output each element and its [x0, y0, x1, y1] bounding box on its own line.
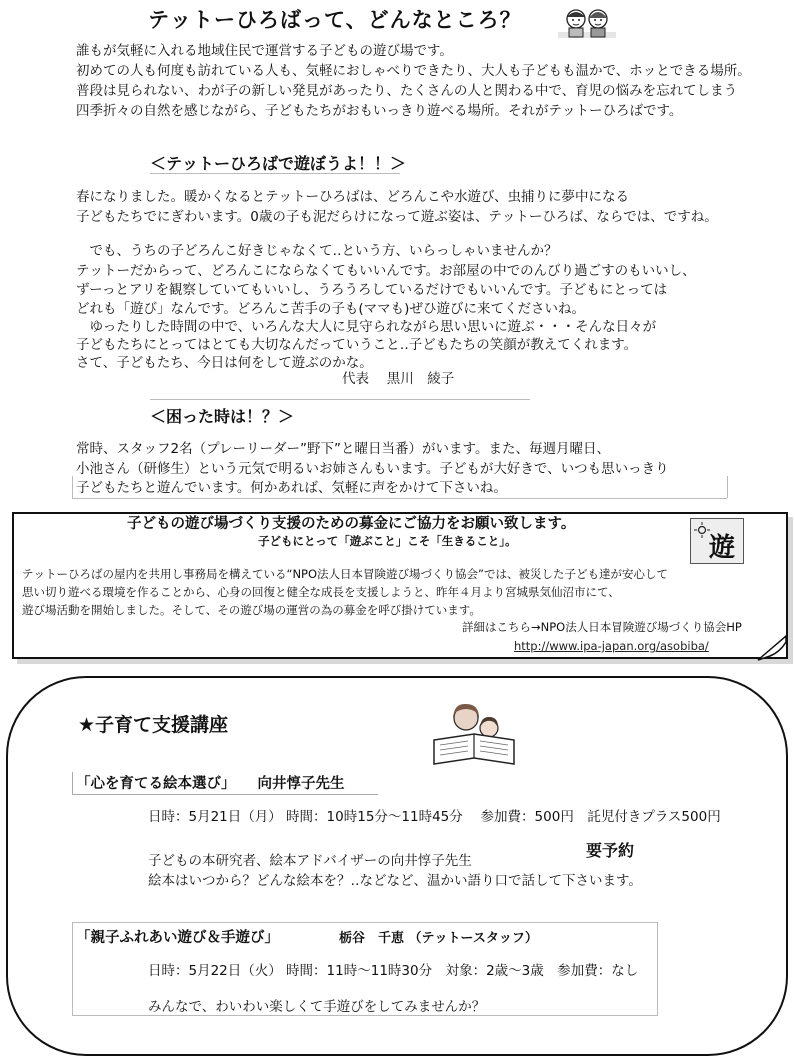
signature: 代表 黒川 綾子	[342, 371, 455, 387]
page-title: テットーひろばって、どんなところ？	[148, 8, 522, 32]
play-line-4: テットーだからって、どろんこにならなくてもいいんです。お部屋の中でのんびり過ごすのもいいし、	[76, 263, 696, 279]
trouble-section-heading: ＜困った時は！？＞	[150, 407, 295, 426]
donation-line-2: 思い切り遊べる環境を作ることから、心身の回復と健全な成長を支援しようと、昨年４月より宮城県気仙沼市にて、	[22, 585, 620, 599]
course2-name: 「親子ふれあい遊び＆手遊び」	[76, 930, 279, 946]
play-line-8: 子どもたちにとってはとても大切なんだっていうこと‥子どもたちの笑顔が教えてくれます。	[76, 337, 638, 353]
trouble-line-2: 小池さん（研修生）という元気で明るいお姉さんもいます。子どもが大好きで、いつも思いっきり	[76, 461, 669, 477]
intro-line-2: 初めての人も何度も訪れている人も、気軽におしゃべりできたり、大人も子どもも温かで、ホッとできる場所。	[76, 63, 751, 79]
play-line-6: どれも「遊び」なんです。どろんこ苦手の子も(ママも)ぜひ遊びに来てくださいね。	[76, 301, 585, 317]
trouble-line-1: 常時、スタッフ2名（プレーリーダー”野下”と曜日当番）がいます。また、毎週月曜日、	[76, 441, 610, 457]
logo-text: 遊	[709, 533, 736, 563]
course2-schedule: 日時：5月22日（火） 時間：11時～11時30分 対象：2歳～3歳 参加費：なし	[148, 963, 639, 979]
donation-title-bold: 子どもの遊び場づくり支援のための募金	[127, 516, 388, 532]
course2-teacher: 栃谷 千恵 （テットースタッフ）	[339, 931, 538, 946]
play-line-7: ゆったりした時間の中で、いろんな大人に見守られながら思い思いに遊ぶ・・・そんな日々が	[76, 319, 657, 335]
play-line-2: 子どもたちでにぎわいます。0歳の子も泥だらけになって遊ぶ姿は、テットーひろば、ならでは、ですね。	[76, 209, 718, 225]
course1-teacher: 向井惇子先生	[257, 776, 345, 792]
sun-icon	[694, 522, 710, 538]
course1-header	[76, 772, 345, 793]
donation-line-3: 遊び場活動を開始しました。そして、その遊び場の運営の為の募金を呼び掛けています。	[22, 603, 481, 617]
play-section-heading: ＜テットーひろばで遊ぼうよ！！＞	[150, 154, 407, 173]
course1-schedule: 日時：5月21日（月） 時間：10時15分～11時45分 参加費：500円 託児付きプラス500円	[148, 809, 721, 825]
play-line-5: ずーっとアリを観察していてもいいし、うろうろしているだけでもいいんです。子どもにとっては	[76, 282, 668, 298]
course1-name: 「心を育てる絵本選び」	[76, 776, 236, 792]
course1-desc-1: 子どもの本研究者、絵本アドバイザーの向井惇子先生	[148, 853, 472, 869]
donation-title-rest: にご協力をお願い致します。	[388, 516, 576, 532]
intro-line-3: 普段は見られない、わが子の新しい発見があったり、たくさんの人と関わる中で、育児の悩みを忘れてしまう	[76, 83, 738, 99]
donation-line-1: テットーひろばの屋内を共用し事務局を構えている“NPO法人日本冒険遊び場づくり協会”では、被災した子ども達が安心して	[22, 567, 668, 581]
course2-header	[76, 926, 538, 947]
page-curl-icon	[756, 634, 790, 664]
course1-desc-2: 絵本はいつから？どんな絵本を？‥などなど、温かい語り口で話して下さいます。	[148, 873, 642, 889]
course2-desc: みんなで、わいわい楽しくて手遊びをしてみませんか？	[148, 999, 486, 1015]
mother-child-reading-illustration	[426, 700, 522, 766]
play-line-9: さて、子どもたち、今日は何をして遊ぶのかな。	[76, 355, 373, 371]
workshop-title: ★子育て支援講座	[78, 714, 229, 736]
donation-url-link[interactable]: http://www.ipa-japan.org/asobiba/	[514, 639, 709, 653]
trouble-line-3: 子どもたちと遊んでいます。何かあれば、気軽に声をかけて下さいね。	[76, 480, 507, 496]
play-line-3: でも、うちの子どろんこ好きじゃなくて‥という方、いらっしゃいませんか？	[76, 243, 558, 259]
intro-line-1: 誰もが気軽に入れる地域住民で運営する子どもの遊び場です。	[76, 43, 453, 59]
donation-details: 詳細はこちら→NPO法人日本冒険遊び場づくり協会HP	[462, 620, 742, 634]
donation-subtitle: 子どもにとって「遊ぶこと」こそ「生きること」。	[258, 534, 517, 548]
reservation-required: 要予約	[586, 841, 635, 860]
intro-line-4: 四季折々の自然を感じながら、子どもたちがおもいっきり遊べる場所。それがテットーひろばです。	[76, 103, 683, 119]
play-line-1: 春になりました。暖かくなるとテットーひろばは、どろんこや水遊び、虫捕りに夢中になる	[76, 189, 629, 205]
children-illustration	[556, 6, 618, 42]
donation-logo	[690, 518, 744, 564]
donation-title	[127, 514, 575, 534]
